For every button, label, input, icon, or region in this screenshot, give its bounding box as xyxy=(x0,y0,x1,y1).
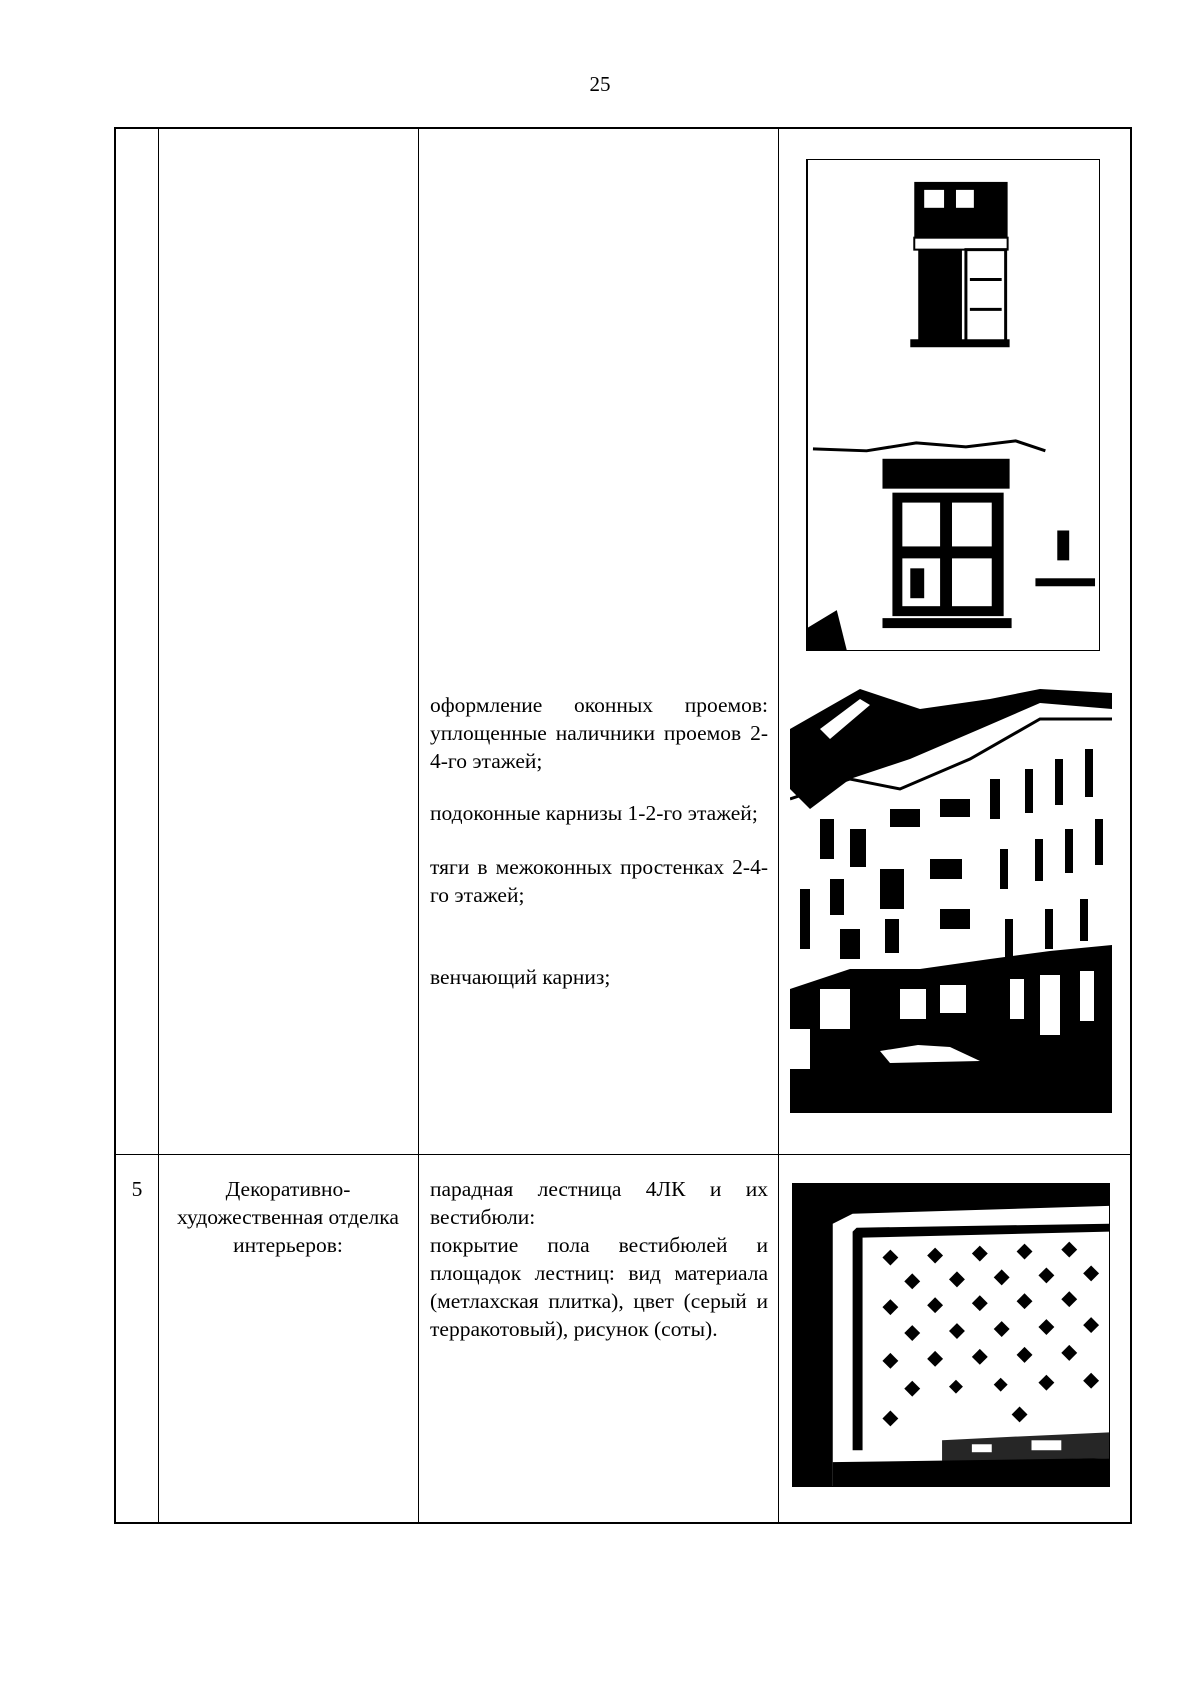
photo-building-facade xyxy=(790,689,1112,1113)
photo-tile-floor xyxy=(792,1183,1110,1487)
row-number: 5 xyxy=(131,1177,143,1201)
row-element-name: Декоративно-художественная отделка интерьеров: xyxy=(177,1177,399,1257)
paragraph-window-frames: оформление оконных проемов: уплощенные наличники проемов 2-4-го этажей; xyxy=(430,693,768,773)
paragraph-crowning-cornice: венчающий карниз; xyxy=(430,965,611,989)
description-staircase: парадная лестница 4ЛК и их вестибюли: xyxy=(430,1177,768,1229)
paragraph-pier-rods: тяги в межоконных простенках 2-4-го этажей; xyxy=(430,855,768,907)
protected-features-table xyxy=(114,127,1132,1524)
photo-window-openings xyxy=(806,159,1100,651)
page-number: 25 xyxy=(589,72,611,96)
column-divider xyxy=(158,129,159,1522)
column-divider xyxy=(418,129,419,1522)
row-divider xyxy=(116,1154,1130,1155)
row-description xyxy=(430,1175,768,1343)
continued-row-description xyxy=(430,691,768,991)
column-divider xyxy=(778,129,779,1522)
description-floor-covering: покрытие пола вестибюлей и площадок лестниц: вид материала (метлахская плитка), цвет (серый и терракотовый), рисунок (соты). xyxy=(430,1233,768,1341)
paragraph-sill-cornices: подоконные карнизы 1-2-го этажей; xyxy=(430,801,758,825)
